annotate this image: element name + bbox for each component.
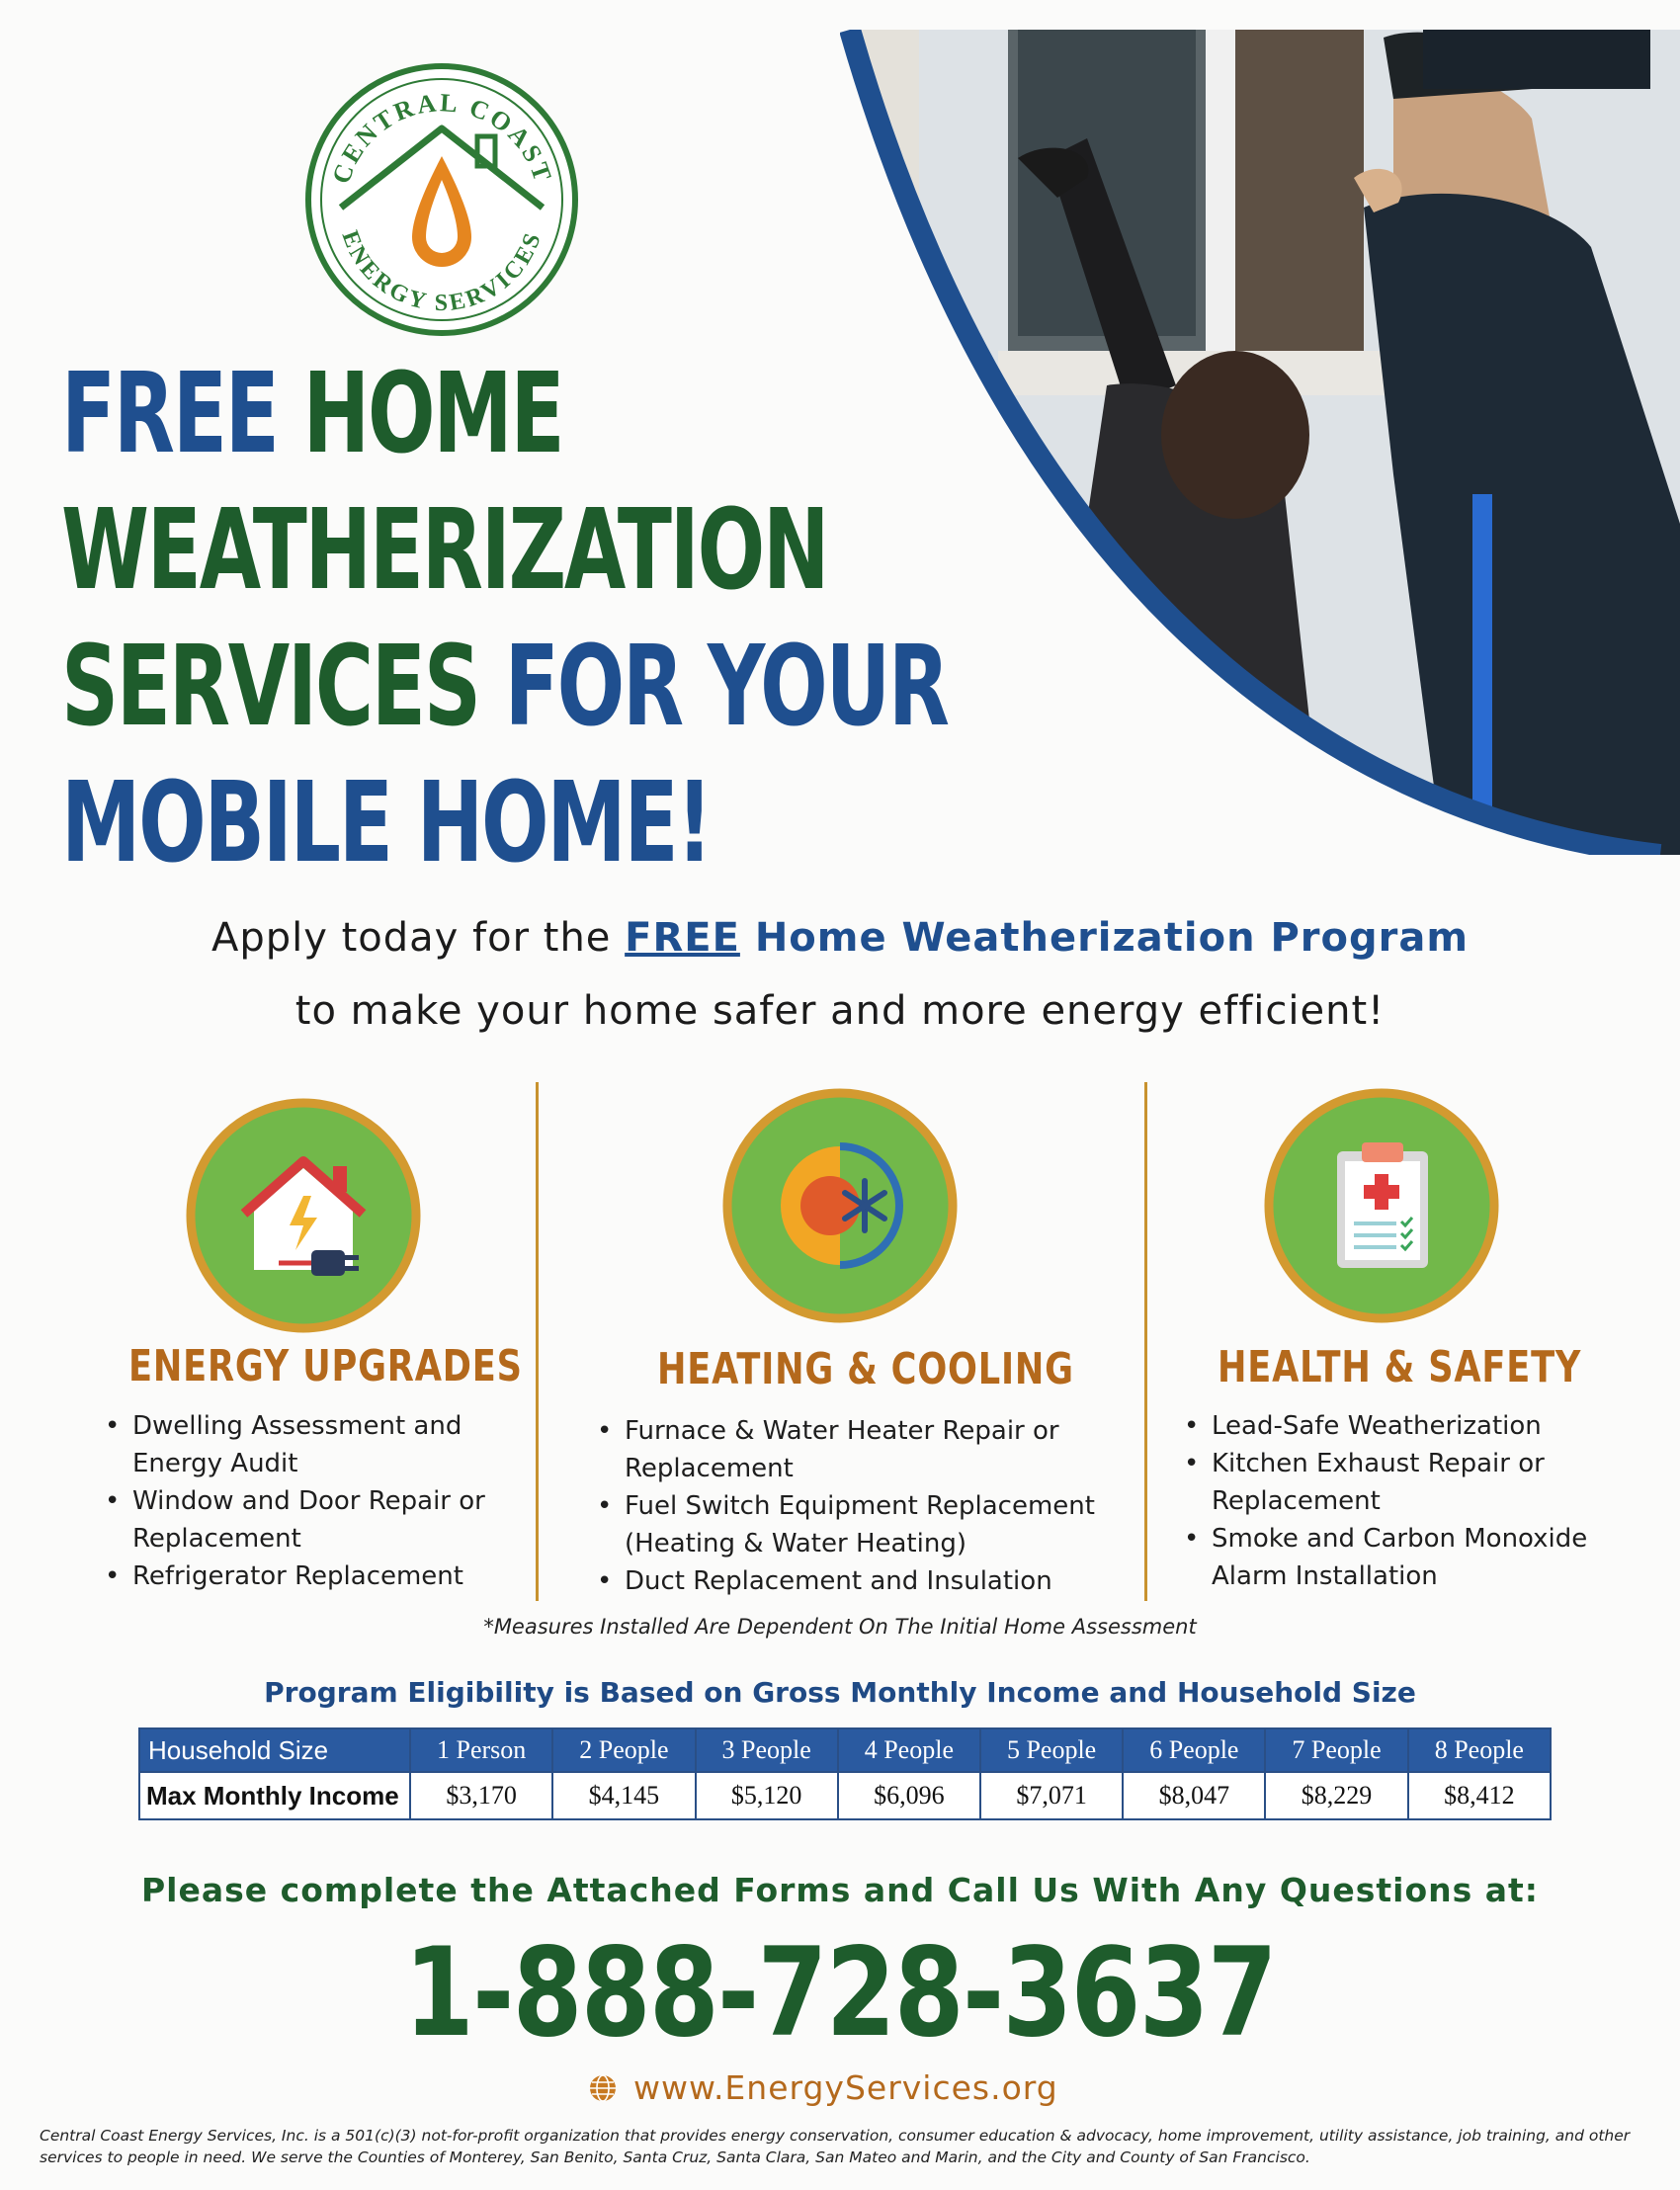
income-cell: $4,145 (552, 1772, 695, 1819)
heating-cooling-list (591, 1412, 1125, 1600)
eligibility-title: Program Eligibility is Based on Gross Monthly Income and Household Size (264, 1676, 1416, 1709)
headline-mobile-home: MOBILE HOME! (61, 759, 712, 887)
income-cell: $8,412 (1408, 1772, 1551, 1819)
list-item: • Kitchen Exhaust Repair or Replacement (1178, 1445, 1652, 1520)
size-cell: 4 People (838, 1728, 980, 1772)
income-cell: $6,096 (838, 1772, 980, 1819)
list-item: • Smoke and Carbon Monoxide Alarm Installation (1178, 1520, 1652, 1595)
list-item: • Window and Door Repair or Replacement (99, 1482, 524, 1558)
list-item: • Dwelling Assessment and Energy Audit (99, 1407, 524, 1482)
apply-line2: to make your home safer and more energy efficient! (294, 988, 1386, 1034)
heating-cooling-title: HEATING & COOLING (657, 1344, 1074, 1394)
health-safety-list (1178, 1407, 1652, 1595)
list-item: • Lead-Safe Weatherization (1178, 1407, 1652, 1445)
list-item: • Refrigerator Replacement (99, 1558, 524, 1595)
clipboard-medical-icon (1263, 1087, 1500, 1324)
apply-text (0, 901, 1680, 1048)
column-divider (1144, 1082, 1147, 1601)
size-cell: 6 People (1123, 1728, 1265, 1772)
income-cell: $8,229 (1265, 1772, 1407, 1819)
headline-weatherization: WEATHERIZATION (61, 486, 828, 615)
size-cell: 1 Person (410, 1728, 552, 1772)
central-coast-logo (301, 59, 583, 341)
health-safety-title: HEALTH & SAFETY (1218, 1342, 1582, 1392)
headline-services: SERVICES (61, 623, 505, 751)
list-item: • Duct Replacement and Insulation (591, 1562, 1125, 1600)
apply-free: FREE (625, 915, 740, 961)
list-item: • Furnace & Water Heater Repair or Replacement (591, 1412, 1125, 1487)
globe-icon (588, 2073, 618, 2103)
footer-disclaimer: Central Coast Energy Services, Inc. is a 501(c)(3) not-for-profit organization that provides energy conservation, consumer education & advocacy, home improvement, utility assistance, job training, and other services to people in need. We serve the Counties of Monterey, San Benito, Santa Cruz, Santa Clara, San Mateo and Marin, and the City and County of San Francisco. (40, 2127, 1631, 2166)
website-link[interactable] (588, 2068, 1058, 2107)
logo-bottom-text: ENERGY SERVICES (336, 227, 547, 317)
sun-snowflake-icon (721, 1087, 959, 1324)
workers-photo (840, 30, 1680, 855)
max-income-label: Max Monthly Income (139, 1772, 410, 1819)
size-cell: 7 People (1265, 1728, 1407, 1772)
income-cell: $3,170 (410, 1772, 552, 1819)
headline (61, 346, 948, 891)
energy-upgrades-list (99, 1407, 524, 1595)
size-cell: 2 People (552, 1728, 695, 1772)
energy-upgrades-title: ENERGY UPGRADES (128, 1341, 523, 1391)
size-cell: 3 People (696, 1728, 838, 1772)
call-to-action: Please complete the Attached Forms and Call Us With Any Questions at: (140, 1871, 1540, 1909)
headline-free: FREE (61, 350, 303, 478)
income-cell: $8,047 (1123, 1772, 1265, 1819)
measures-note: *Measures Installed Are Dependent On The Initial Home Assessment (483, 1615, 1197, 1639)
headline-home: HOME (302, 350, 563, 478)
household-size-header: Household Size (139, 1728, 410, 1772)
income-cell: $5,120 (696, 1772, 838, 1819)
apply-program: Home Weatherization Program (739, 915, 1470, 961)
apply-pre: Apply today for the (210, 915, 626, 961)
list-item: • Fuel Switch Equipment Replacement (Heating & Water Heating) (591, 1487, 1125, 1562)
website-text: www.EnergyServices.org (633, 2068, 1058, 2107)
house-plug-icon (185, 1097, 422, 1334)
table-row (139, 1772, 1551, 1819)
column-divider (536, 1082, 539, 1601)
size-cell: 8 People (1408, 1728, 1551, 1772)
headline-for-your: FOR YOUR (504, 623, 948, 751)
eligibility-table (138, 1727, 1552, 1820)
logo-top-text: CENTRAL COAST (326, 88, 558, 188)
table-row (139, 1728, 1551, 1772)
income-cell: $7,071 (980, 1772, 1123, 1819)
phone-number[interactable]: 1-888-728-3637 (404, 1922, 1276, 2064)
size-cell: 5 People (980, 1728, 1123, 1772)
